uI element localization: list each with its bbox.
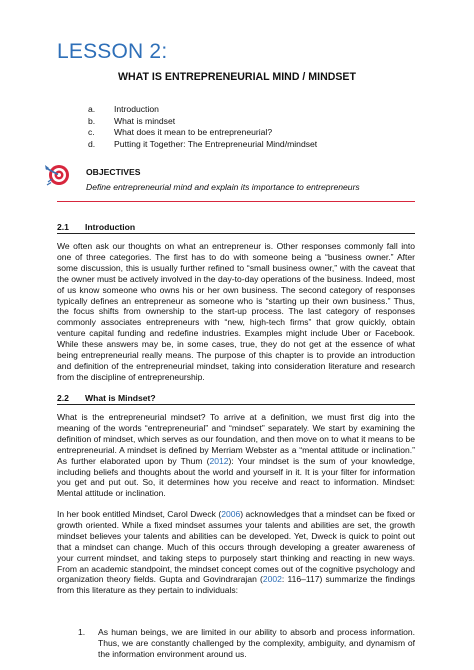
paragraph-text: What is the entrepreneurial mindset? To arrive at a definition, we must first dig into the meaning of the words “entrepreneurial” and “mindset” separately. We start by examining the definition of mindset, which serves as our foundation, and then move on to what it means to be entrepreneurial. A mindset is defined by Merriam Webster as a “mental attitude or inclination.” As further elaborated upon by Thum ( xyxy=(57,412,415,466)
outline-text: Putting it Together: The Entrepreneurial Mind/mindset xyxy=(114,138,318,149)
paragraph-text: : 116–117) summarize the findings from this literature as they pertain to individuals: xyxy=(57,574,416,596)
outline-item xyxy=(88,139,317,151)
mindset-paragraph-2 xyxy=(57,509,415,596)
lesson-heading: LESSON 2: xyxy=(57,40,168,63)
outline-letter: c. xyxy=(88,127,95,138)
outline-text: What does it mean to be entrepreneurial? xyxy=(114,127,273,138)
citation-link[interactable]: 2006 xyxy=(221,509,241,519)
section-heading-mindset xyxy=(57,393,415,405)
outline-letter: d. xyxy=(88,138,96,149)
section-number: 2.2 xyxy=(57,393,69,403)
section-divider xyxy=(57,201,415,202)
citation-link[interactable]: 2012 xyxy=(209,455,229,466)
outline-item xyxy=(88,116,317,128)
paragraph-text: ) acknowledges that a mindset can be fixed or growth oriented. While a fixed mindset assumes your talents and abilities are set, the growth mindset believes your talents and abilities can be developed. Yet, Dweck is quick to point out that a mindset can change. Much of this occurs through developing a greater awareness of your current mindset, and taking steps to purposely start thinking and reacting in new ways. From an academic standpoint, the mindset concept comes out of the cognitive psychology and organization theory fields. Gupta and Govindrarajan ( xyxy=(57,509,415,585)
introduction-paragraph: We often ask our thoughts on what an entrepreneur is. Other responses commonly fall into one of three categories. The first has to do with someone being a “business owner.” After some discussion, this is usually further refined to “small business owner,” with the caveat that the owner must be actively involved in the day-to-day operations of the business. Indeed, most of us know someone who owns his or her own business. The second category of responses typically defines an entrepreneur as someone who is “starting up their own business.” Thus, the focus shifts from ownership to the start-up process. The last category of responses commonly associates entrepreneurs with “new, high-tech firms” that grow quickly, obtain venture capital funding and redefine industries. Examples might include Uber or Facebook. While these answers may be, in some cases, true, they do not get at the essence of what being entrepreneurial really means. The purpose of this chapter is to provide an introduction and definition of the entrepreneurial mindset, taking into consideration literature and research from the discipline of entrepreneurship. xyxy=(57,241,415,382)
paragraph-text: ): Your mindset is the sum of your knowledge, including beliefs and thoughts about the world and yourself in it. It is your filter for information you get and put out. So, it determines how you receive and react to information. Mindset: Mental attitude or inclination. xyxy=(57,455,415,499)
lesson-title: WHAT IS ENTREPRENEURIAL MIND / MINDSET xyxy=(118,71,356,83)
outline-letter: a. xyxy=(88,104,96,114)
section-title: What is Mindset? xyxy=(85,393,156,403)
citation-link[interactable]: 2002 xyxy=(262,574,282,585)
list-number: 1. xyxy=(78,627,86,637)
outline-text: What is mindset xyxy=(114,115,176,126)
objectives-title: OBJECTIVES xyxy=(86,167,141,177)
outline-item xyxy=(88,127,317,139)
paragraph-text: In her book entitled Mindset, Carol Dweck ( xyxy=(57,509,222,519)
target-dart-icon xyxy=(44,162,70,188)
section-title: Introduction xyxy=(85,222,136,232)
lesson-outline xyxy=(88,104,317,150)
list-item xyxy=(78,627,415,660)
section-heading-introduction xyxy=(57,222,415,234)
mindset-paragraph-1 xyxy=(57,412,415,499)
section-number: 2.1 xyxy=(57,222,69,232)
objectives-text: Define entrepreneurial mind and explain its importance to entrepreneurs xyxy=(86,182,360,192)
outline-text: Introduction xyxy=(114,104,159,114)
list-text: As human beings, we are limited in our ability to absorb and process information. Thus, we are constantly challenged by the complexity, ambiguity, and dynamism of the information environment around us. xyxy=(98,627,415,659)
outline-item xyxy=(88,104,317,116)
outline-letter: b. xyxy=(88,115,96,126)
